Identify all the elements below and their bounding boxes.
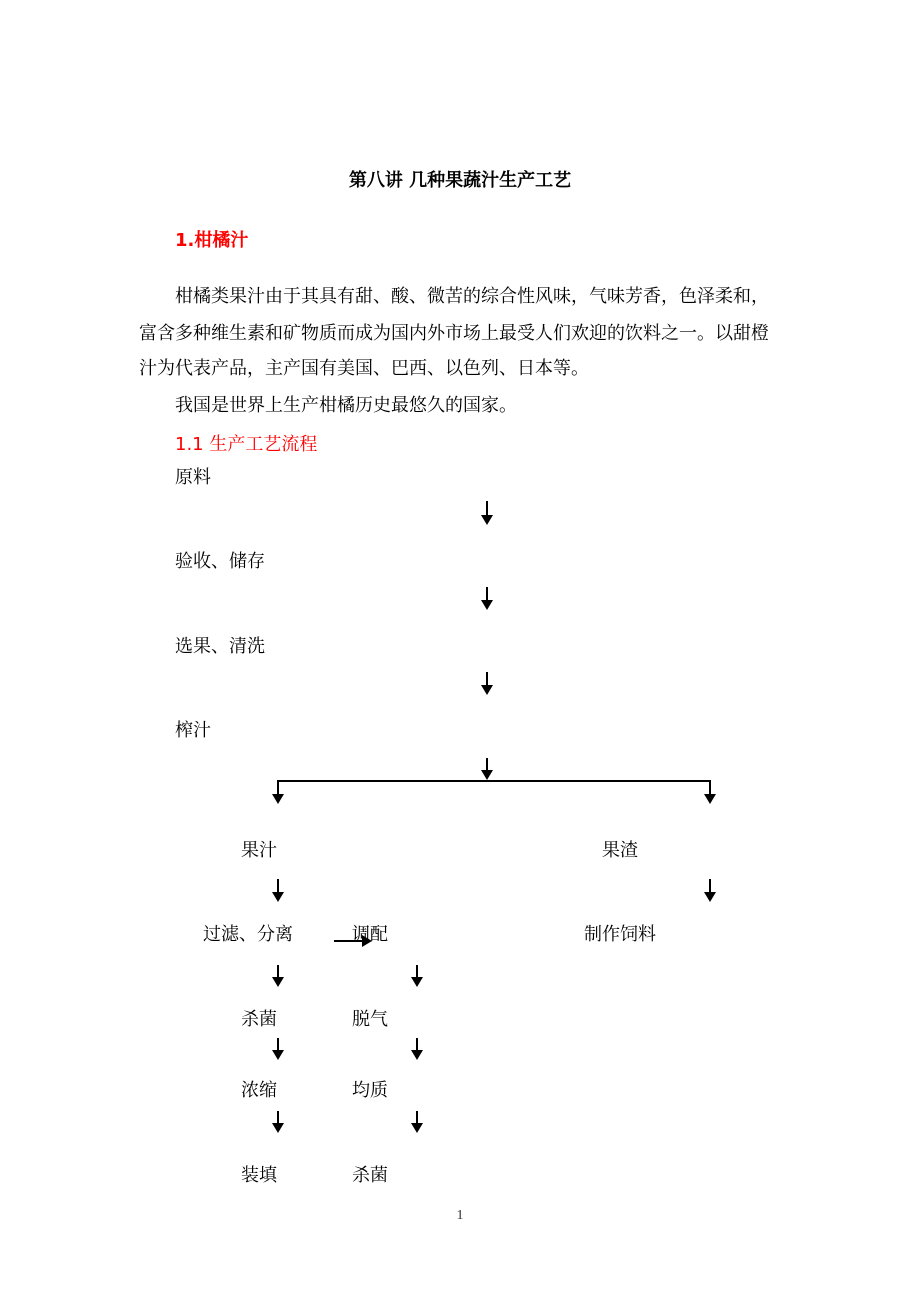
branch-juice: 果汁: [241, 840, 277, 861]
step-concentrate: 浓缩: [241, 1080, 277, 1101]
step-homogenize: 均质: [352, 1080, 388, 1101]
arrow-down-icon: [416, 1038, 418, 1052]
page-number: 1: [456, 1208, 464, 1223]
step-blending: 调配: [352, 924, 388, 945]
arrow-down-icon: [486, 758, 488, 772]
paragraph-2: 我国是世界上生产柑橘历史最悠久的国家。: [175, 395, 517, 416]
arrow-down-icon: [416, 1111, 418, 1125]
paragraph-1-line-3: 汁为代表产品，主产国有美国、巴西、以色列、日本等。: [139, 358, 589, 379]
step-filter-separate: 过滤、分离: [203, 924, 293, 945]
arrow-down-icon: [277, 1038, 279, 1052]
step-sterilize-left: 杀菌: [241, 1009, 277, 1030]
step-fill: 装填: [241, 1165, 277, 1186]
paragraph-1-line-2: 富含多种维生素和矿物质而成为国内外市场上最受人们欢迎的饮料之一。以甜橙: [139, 323, 769, 344]
step-juicing: 榨汁: [175, 720, 211, 741]
step-deaerate: 脱气: [352, 1009, 388, 1030]
step-make-feed: 制作饲料: [584, 924, 656, 945]
arrow-down-icon: [416, 965, 418, 979]
branch-pomace: 果渣: [602, 840, 638, 861]
paragraph-1-line-1: 柑橘类果汁由于其具有甜、酸、微苦的综合性风味，气味芳香，色泽柔和，: [175, 286, 769, 307]
step-sterilize-right: 杀菌: [352, 1165, 388, 1186]
step-select-wash: 选果、清洗: [175, 636, 265, 657]
step-inspect-store: 验收、储存: [175, 551, 265, 572]
section-heading: 1.柑橘汁: [175, 230, 249, 251]
arrow-down-icon: [277, 965, 279, 979]
split-line: [277, 780, 711, 782]
subsection-heading: 1.1 生产工艺流程: [175, 434, 318, 455]
arrow-down-icon: [277, 879, 279, 894]
step-raw-material: 原料: [175, 467, 211, 488]
arrow-down-icon: [486, 672, 488, 687]
arrow-down-icon: [277, 780, 279, 796]
page-title: 第八讲 几种果蔬汁生产工艺: [348, 170, 572, 191]
arrow-down-icon: [709, 780, 711, 796]
arrow-down-icon: [277, 1111, 279, 1125]
arrow-down-icon: [709, 879, 711, 894]
arrow-down-icon: [486, 587, 488, 602]
arrow-down-icon: [486, 501, 488, 517]
